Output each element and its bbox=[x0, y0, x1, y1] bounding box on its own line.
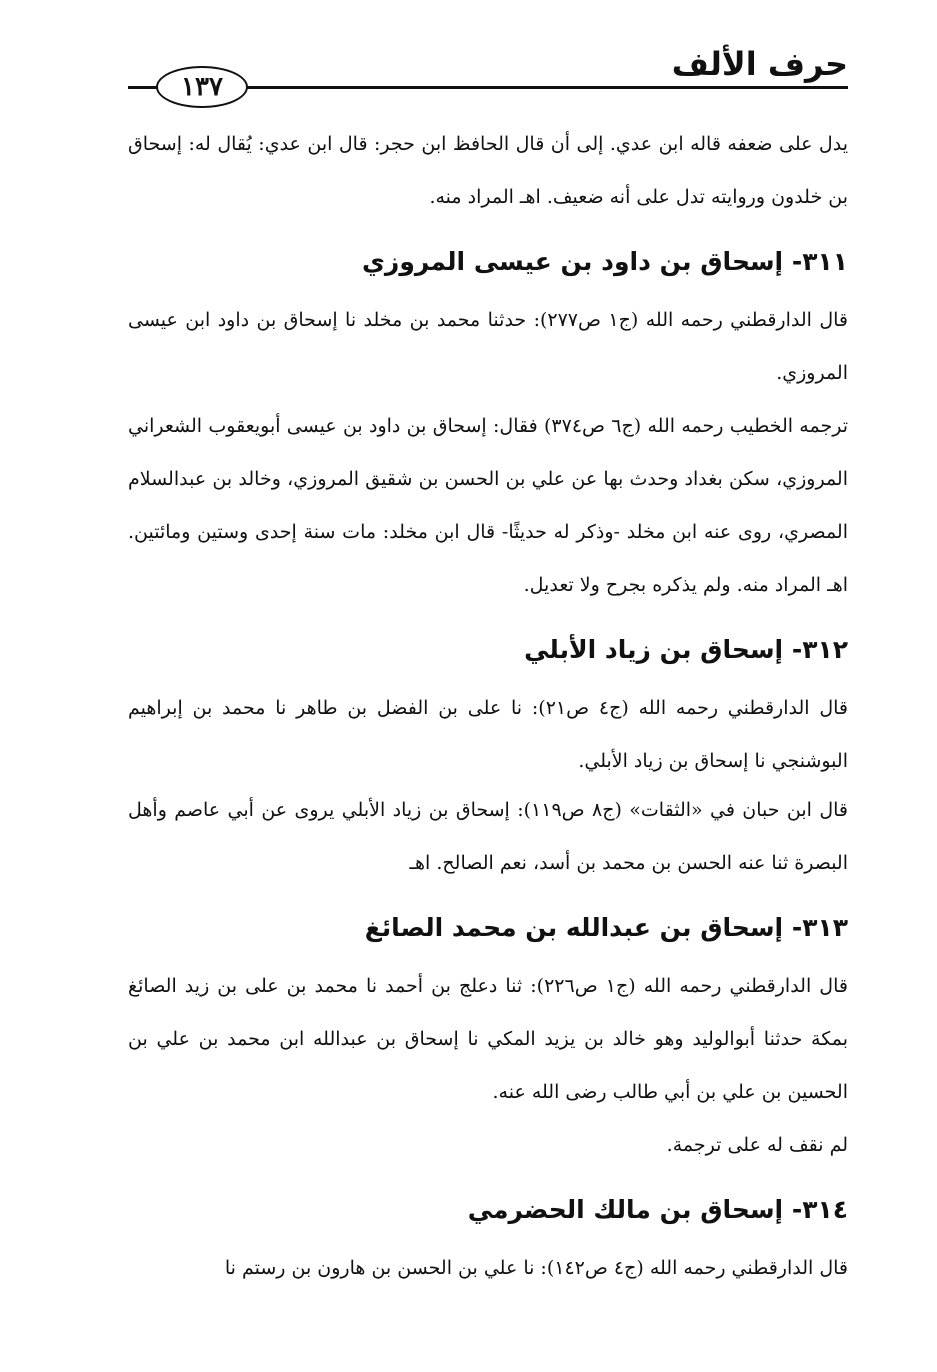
entry-name: إسحاق بن عبدالله بن محمد الصائغ bbox=[364, 913, 784, 942]
entry-title bbox=[128, 898, 848, 958]
entry-paragraph: قال الدارقطني رحمه الله (ج٤ ص١٤٢): نا علي بن الحسن بن هارون بن رستم نا bbox=[224, 1257, 848, 1279]
entry-number: ٣١٤- bbox=[791, 1195, 848, 1224]
chapter-title: حرف الألف bbox=[671, 45, 848, 83]
page-number: ١٣٧ bbox=[156, 66, 248, 108]
entry-name: إسحاق بن زياد الأبلي bbox=[524, 635, 784, 664]
entry-number: ٣١١- bbox=[791, 247, 848, 276]
entry-number: ٣١٣- bbox=[791, 913, 848, 942]
intro-paragraph: يدل على ضعفه قاله ابن عدي. إلى أن قال الحافظ ابن حجر: قال ابن عدي: يُقال له: إسحاق بن خلدون وروايته تدل على أنه ضعيف. اهـ المراد منه. bbox=[128, 133, 848, 208]
entry-name: إسحاق بن داود بن عيسى المروزي bbox=[362, 247, 784, 276]
entry-paragraph: قال الدارقطني رحمه الله (ج١ ص٢٧٧): حدثنا محمد بن مخلد نا إسحاق بن داود ابن عيسى المروزي. bbox=[128, 309, 848, 384]
entry-title bbox=[128, 1180, 848, 1240]
entry-number: ٣١٢- bbox=[791, 635, 848, 664]
entry-paragraph: ترجمه الخطيب رحمه الله (ج٦ ص٣٧٤) فقال: إسحاق بن داود بن عيسى أبويعقوب الشعراني المروزي، سكن بغداد وحدث بها عن علي بن الحسن بن شقيق المروزي، وخالد بن عبدالسلام المصري، روى عنه ابن مخلد -وذكر له حديثًا- قال ابن مخلد: مات سنة إحدى وستين ومائتين. اهـ المراد منه. ولم يذكره بجرح ولا تعديل. bbox=[128, 415, 848, 596]
entry-title bbox=[128, 232, 848, 292]
entry-paragraph: قال ابن حبان في «الثقات» (ج٨ ص١١٩): إسحاق بن زياد الأبلي يروى عن أبي عاصم وأهل البصرة ثنا عنه الحسن بن محمد بن أسد، نعم الصالح. اهـ bbox=[128, 799, 849, 874]
entry-paragraph: لم نقف له على ترجمة. bbox=[666, 1134, 848, 1156]
entry-name: إسحاق بن مالك الحضرمي bbox=[467, 1195, 784, 1224]
page-body bbox=[128, 118, 848, 1295]
entry-title bbox=[128, 620, 848, 680]
page-header bbox=[128, 44, 848, 100]
entry-paragraph: قال الدارقطني رحمه الله (ج٤ ص٢١): نا على بن الفضل بن طاهر نا محمد بن إبراهيم البوشنجي نا إسحاق بن زياد الأبلي. bbox=[128, 697, 848, 772]
entry-paragraph: قال الدارقطني رحمه الله (ج١ ص٢٢٦): ثنا دعلج بن أحمد نا محمد بن على بن زيد الصائغ بمكة حدثنا أبوالوليد وهو خالد بن يزيد المكي نا إسحاق بن عبدالله ابن محمد بن علي بن الحسين بن علي بن أبي طالب رضى الله عنه. bbox=[128, 975, 848, 1103]
